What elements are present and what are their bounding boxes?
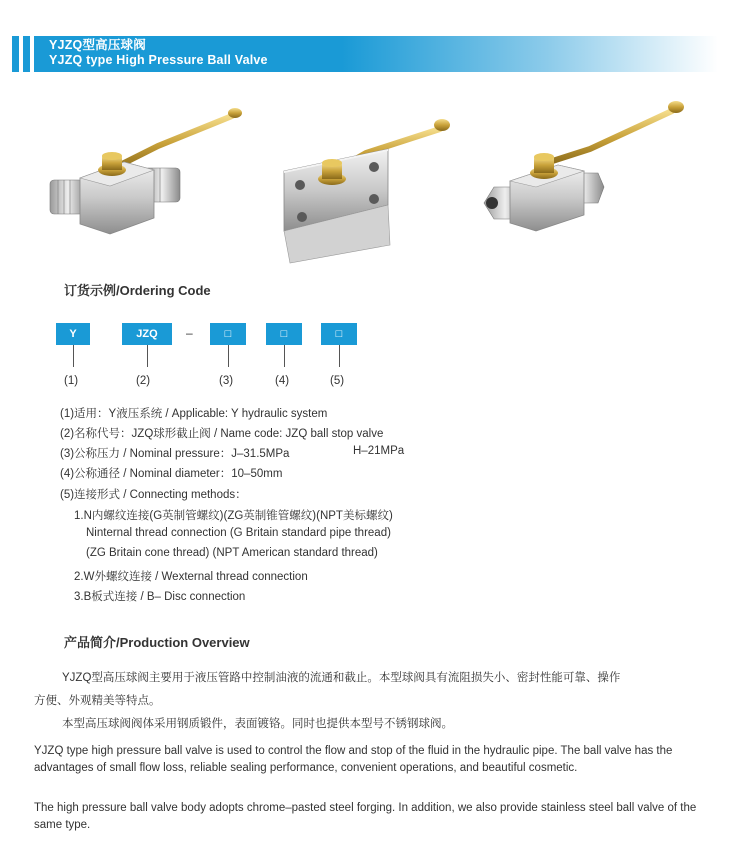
banner-title-cn: YJZQ型高压球阀: [49, 38, 146, 52]
banner-stripe: [12, 36, 19, 72]
ordering-line-pressure-h: H–21MPa: [353, 445, 405, 457]
code-box-name-code: JZQ: [122, 323, 172, 345]
ordering-line-connection: (5)连接形式 / Connecting methods：: [60, 489, 247, 501]
overview-en-paragraph-2: The high pressure ball valve body adopts chrome–pasted steel forging. In addition, we also provide stainless steel ball valve of the same type.: [34, 802, 697, 831]
code-box-pressure: □: [210, 323, 246, 345]
overview-en-paragraph-1: YJZQ type high pressure ball valve is used to control the flow and stop of the fluid in the hydraulic pipe. The ball valve has the advantages of small flow loss, reliable sealing performance, convenient operations, and beautiful cosmetic.: [34, 745, 673, 774]
banner-stripe: [23, 36, 30, 72]
overview-cn-paragraph-1-line-2: 方便、外观精美等特点。: [34, 695, 161, 707]
ordering-line-diameter: (4)公称通径 / Nominal diameter：10–50mm: [60, 468, 283, 480]
leader-line: [284, 345, 285, 367]
code-box-diameter: □: [266, 323, 302, 345]
code-box-applicable: Y: [56, 323, 90, 345]
ordering-line-disc-connection: 3.B板式连接 / B– Disc connection: [74, 591, 246, 603]
header-banner: [12, 36, 718, 72]
overview-heading: 产品简介/Production Overview: [64, 635, 250, 650]
code-dash: –: [186, 326, 193, 340]
leader-line: [228, 345, 229, 367]
overview-cn-paragraph-2: 本型高压球阀阀体采用钢质锻件，表面镀铬。同时也提供本型号不锈钢球阀。: [62, 718, 453, 730]
ordering-line-internal-thread-en2: (ZG Britain cone thread) (NPT American standard thread): [86, 547, 378, 559]
banner-title: [49, 38, 268, 68]
ordering-line-internal-thread: 1.N内螺纹连接(G英制管螺纹)(ZG英制锥管螺纹)(NPT美标螺纹): [74, 510, 393, 522]
valve-image-plate-type: [270, 95, 485, 270]
code-number-4: (4): [275, 375, 290, 387]
leader-line: [339, 345, 340, 367]
leader-line: [147, 345, 148, 367]
ordering-line-external-thread: 2.W外螺纹连接 / Wexternal thread connection: [74, 571, 308, 583]
ordering-line-internal-thread-en1: Ninternal thread connection (G Britain standard pipe thread): [86, 527, 391, 539]
ordering-line-pressure: (3)公称压力 / Nominal pressure：J–31.5MPa: [60, 448, 290, 460]
code-box-connection: □: [321, 323, 357, 345]
leader-line: [73, 345, 74, 367]
code-number-2: (2): [136, 375, 151, 387]
ordering-line-applicable: (1)适用：Y液压系统 / Applicable: Y hydraulic system: [60, 408, 328, 420]
banner-title-en: YJZQ type High Pressure Ball Valve: [49, 53, 268, 67]
valve-image-female-thread: [480, 95, 695, 270]
overview-cn-paragraph-1-line-1: YJZQ型高压球阀主要用于液压管路中控制油液的流通和截止。本型球阀具有流阻损失小、密封性能可靠、操作: [62, 672, 621, 684]
code-number-3: (3): [219, 375, 234, 387]
ordering-code-heading: 订货示例/Ordering Code: [64, 283, 211, 298]
ordering-line-name-code: (2)名称代号：JZQ球形截止阀 / Name code: JZQ ball stop valve: [60, 428, 384, 440]
code-number-1: (1): [64, 375, 79, 387]
valve-image-male-thread: [40, 100, 250, 250]
code-number-5: (5): [330, 375, 345, 387]
